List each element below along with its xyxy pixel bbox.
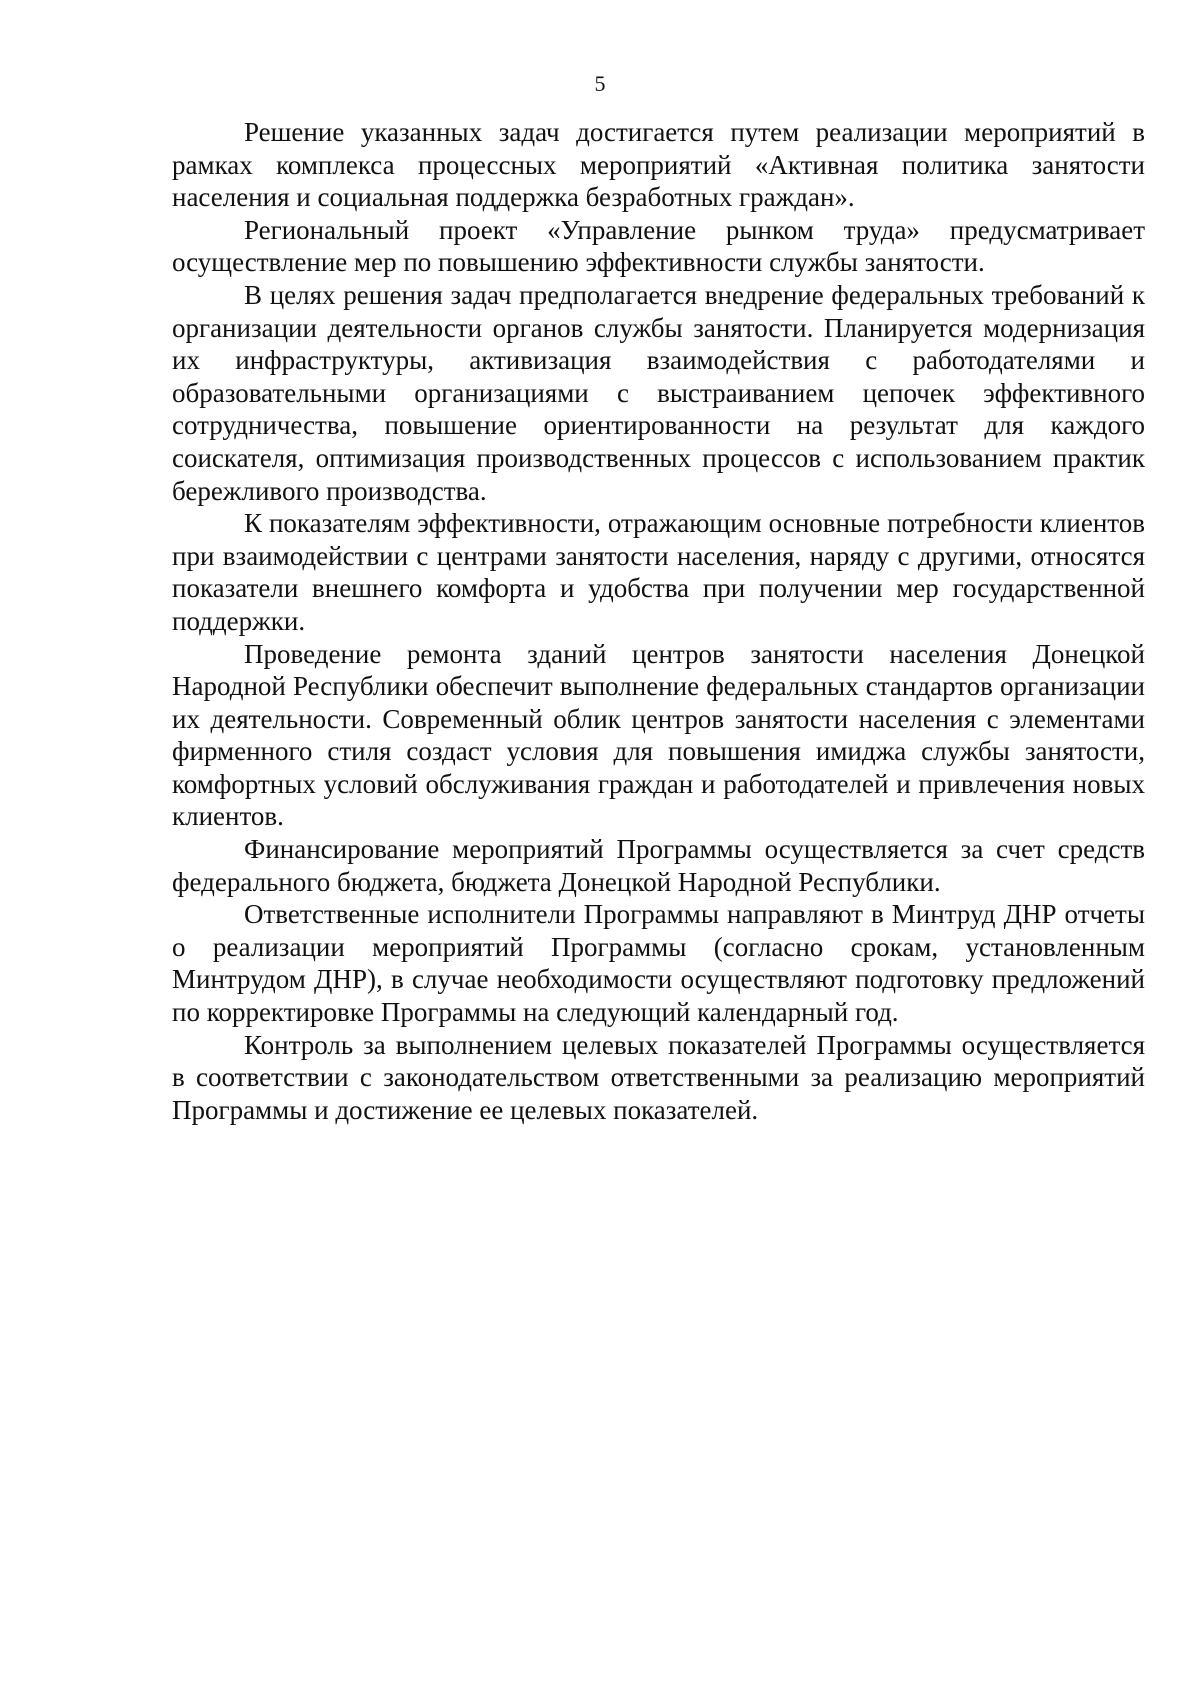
document-body (172, 116, 1145, 1126)
paragraph: Региональный проект «Управление рынком труда» предусматривает осуществление мер по повышению эффективности службы занятости. (172, 214, 1145, 278)
paragraph: К показателям эффективности, отражающим основные потребности клиентов при взаимодействии с центрами занятости населения, наряду с другими, относятся показатели внешнего комфорта и удобства при получении мер государственной поддержки. (172, 508, 1145, 636)
page-number: 5 (594, 71, 606, 96)
paragraph: Ответственные исполнители Программы направляют в Минтруд ДНР отчеты о реализации мероприятий Программы (согласно срокам, установленным Минтрудом ДНР), в случае необходимости осуществляют подготовку предложений по корректировке Программы на следующий календарный год. (172, 899, 1145, 1028)
paragraph: Контроль за выполнением целевых показателей Программы осуществляется в соответствии с законодательством ответственными за реализацию мероприятий Программы и достижение ее целевых показателей. (172, 1029, 1145, 1125)
paragraph: В целях решения задач предполагается внедрение федеральных требований к организации деятельности органов службы занятости. Планируется модернизация их инфраструктуры, активизация взаимодействия с работодателями и образовательными организациями с выстраиванием цепочек эффективного сотрудничества, повышение ориентированности на результат для каждого соискателя, оптимизация производственных процессов с использованием практик бережливого производства. (172, 279, 1145, 506)
paragraph: Финансирование мероприятий Программы осуществляется за счет средств федерального бюджета, бюджета Донецкой Народной Республики. (172, 834, 1145, 897)
paragraph: Проведение ремонта зданий центров занятости населения Донецкой Народной Республики обеспечит выполнение федеральных стандартов организации их деятельности. Современный облик центров занятости населения с элементами фирменного стиля создаст условия для повышения имиджа службы занятости, комфортных условий обслуживания граждан и работодателей и привлечения новых клиентов. (172, 638, 1145, 832)
paragraph: Решение указанных задач достигается путем реализации мероприятий в рамках комплекса процессных мероприятий «Активная политика занятости населения и социальная поддержка безработных граждан». (172, 117, 1145, 213)
